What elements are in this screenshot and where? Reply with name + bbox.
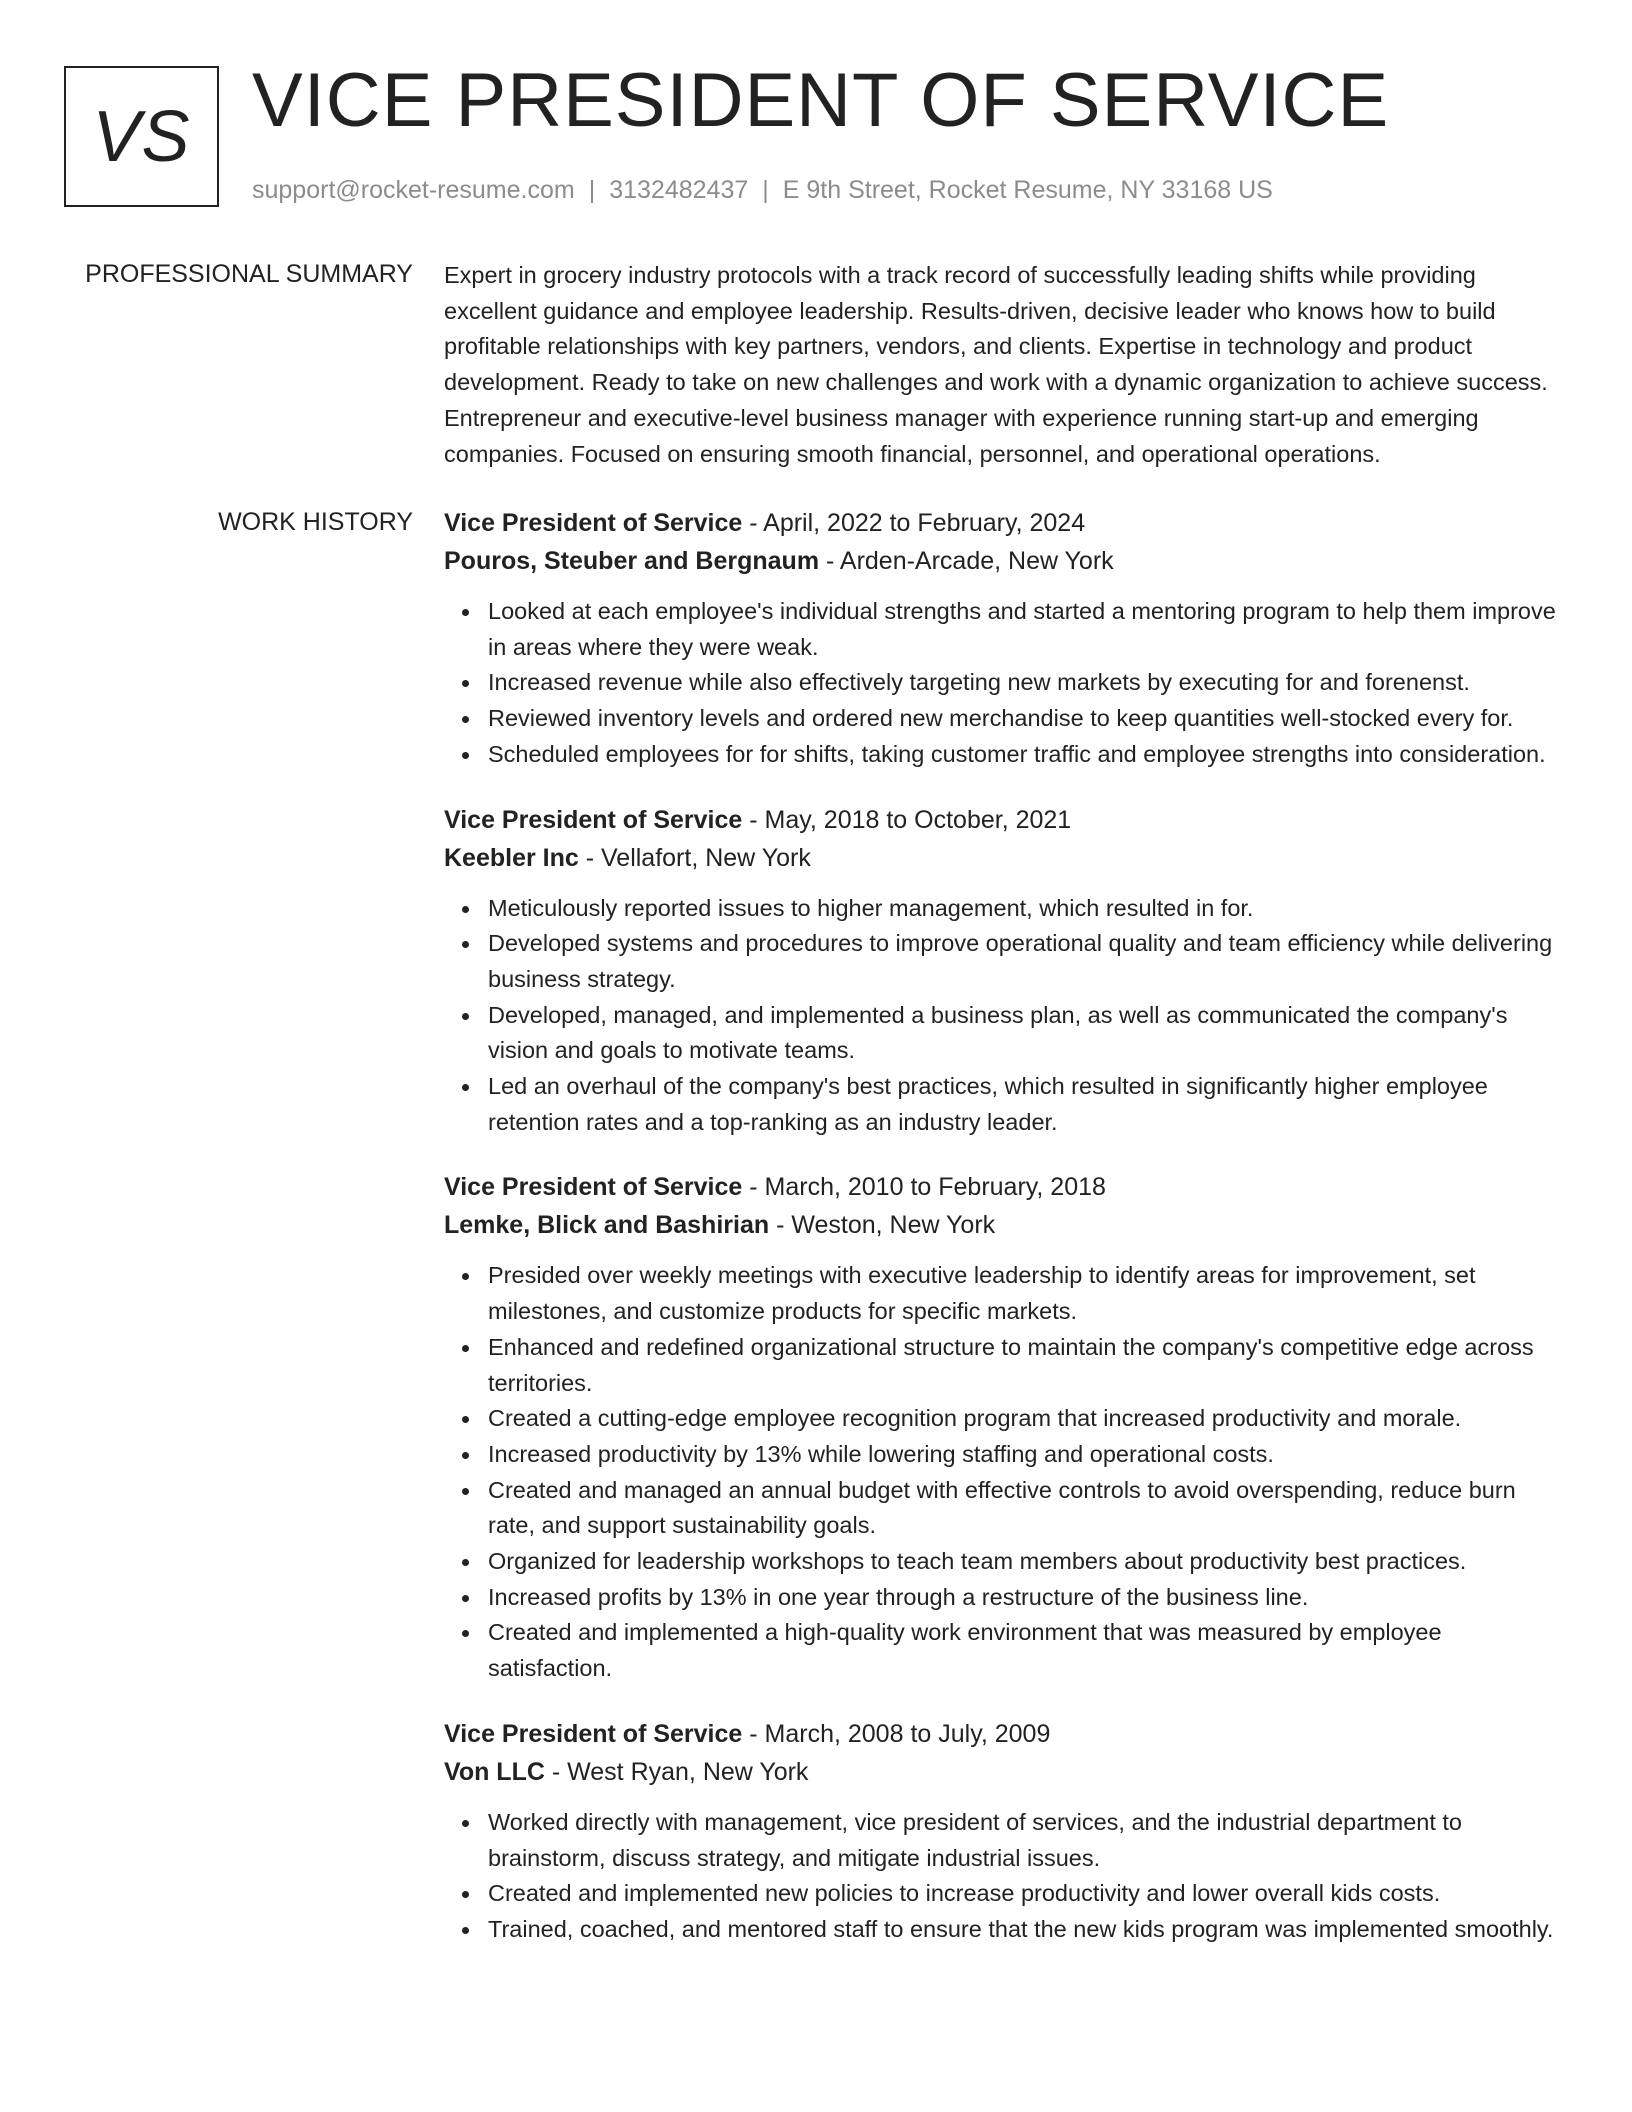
- job-bullet: Trained, coached, and mentored staff to ensure that the new kids program was implemented smoothly.: [488, 1912, 1564, 1948]
- job-title-line: [444, 1715, 1564, 1753]
- job-title-line: [444, 1168, 1564, 1206]
- job-bullet: Increased revenue while also effectively targeting new markets by executing for and forenenst.: [488, 665, 1564, 701]
- job-location: - Vellafort, New York: [578, 843, 811, 872]
- job-location: - West Ryan, New York: [544, 1757, 809, 1786]
- monogram-logo: [64, 66, 219, 207]
- job-company: Von LLC: [444, 1757, 545, 1786]
- job-bullet: Increased productivity by 13% while lowering staffing and operational costs.: [488, 1437, 1564, 1473]
- monogram-initials: VS: [92, 96, 191, 177]
- job-bullet: Created a cutting-edge employee recognition program that increased productivity and morale.: [488, 1401, 1564, 1437]
- job-bullet: Created and managed an annual budget with effective controls to avoid overspending, reduce burn rate, and support sustainability goals.: [488, 1473, 1564, 1544]
- job-title-line: [444, 801, 1564, 839]
- job-bullet: Developed systems and procedures to improve operational quality and team efficiency while delivering business strategy.: [488, 926, 1564, 997]
- job-bullet: Meticulously reported issues to higher management, which resulted in for.: [488, 891, 1564, 927]
- job-bullet: Presided over weekly meetings with executive leadership to identify areas for improvement, set milestones, and customize products for specific markets.: [488, 1258, 1564, 1329]
- contact-address: E 9th Street, Rocket Resume, NY 33168 US: [782, 176, 1273, 204]
- job-title: Vice President of Service: [444, 1173, 743, 1202]
- job-bullet: Developed, managed, and implemented a business plan, as well as communicated the company's vision and goals to motivate teams.: [488, 998, 1564, 1069]
- resume-title: VICE PRESIDENT OF SERVICE: [252, 58, 1390, 143]
- job-company-line: [444, 542, 1564, 580]
- work-history-section-label: WORK HISTORY: [218, 508, 413, 536]
- job-entry: [444, 504, 1564, 773]
- job-bullet: Worked directly with management, vice president of services, and the industrial department to brainstorm, discuss strategy, and mitigate industrial issues.: [488, 1805, 1564, 1876]
- job-bullet-list: [444, 891, 1564, 1141]
- job-company-line: [444, 839, 1564, 877]
- job-bullet: Scheduled employees for for shifts, taking customer traffic and employee strengths into consideration.: [488, 737, 1564, 773]
- job-dates: - March, 2010 to February, 2018: [742, 1173, 1106, 1202]
- job-entry: [444, 1715, 1564, 1948]
- summary-section-label: PROFESSIONAL SUMMARY: [85, 260, 413, 288]
- job-bullet: Looked at each employee's individual strengths and started a mentoring program to help them improve in areas where they were weak.: [488, 594, 1564, 665]
- job-company-line: [444, 1753, 1564, 1791]
- job-entry: [444, 801, 1564, 1141]
- job-bullet: Created and implemented new policies to increase productivity and lower overall kids costs.: [488, 1876, 1564, 1912]
- job-bullet: Increased profits by 13% in one year through a restructure of the business line.: [488, 1580, 1564, 1616]
- job-bullet: Created and implemented a high-quality work environment that was measured by employee satisfaction.: [488, 1615, 1564, 1686]
- contact-email: support@rocket-resume.com: [252, 176, 575, 204]
- job-dates: - April, 2022 to February, 2024: [742, 509, 1086, 537]
- job-title: Vice President of Service: [444, 509, 743, 537]
- job-entry: [444, 1168, 1564, 1686]
- contact-separator: |: [588, 176, 596, 204]
- job-location: - Weston, New York: [769, 1211, 996, 1240]
- job-bullet-list: [444, 594, 1564, 773]
- contact-line: [252, 174, 1273, 206]
- job-company-line: [444, 1206, 1564, 1244]
- summary-text: Expert in grocery industry protocols with a track record of successfully leading shifts while providing excellent guidance and employee leadership. Results-driven, decisive leader who knows how to build profitable relationships with key partners, vendors, and clients. Expertise in technology and product development. Ready to take on new challenges and work with a dynamic organization to achieve success. Entrepreneur and executive-level business manager with experience running start-up and emerging companies. Focused on ensuring smooth financial, personnel, and operational operations.: [444, 262, 1548, 467]
- job-company: Lemke, Blick and Bashirian: [444, 1211, 770, 1240]
- job-bullet: Reviewed inventory levels and ordered new merchandise to keep quantities well-stocked every for.: [488, 701, 1564, 737]
- job-bullet: Enhanced and redefined organizational structure to maintain the company's competitive edge across territories.: [488, 1330, 1564, 1401]
- contact-phone: 3132482437: [609, 176, 749, 204]
- job-title: Vice President of Service: [444, 1719, 743, 1748]
- job-dates: - May, 2018 to October, 2021: [742, 805, 1072, 834]
- job-title: Vice President of Service: [444, 805, 743, 834]
- job-title-line: [444, 504, 1564, 542]
- summary-section: [444, 258, 1564, 472]
- job-dates: - March, 2008 to July, 2009: [742, 1719, 1051, 1748]
- job-bullet-list: [444, 1805, 1564, 1948]
- job-company: Keebler Inc: [444, 843, 579, 872]
- job-bullet: Led an overhaul of the company's best practices, which resulted in significantly higher employee retention rates and a top-ranking as an industry leader.: [488, 1069, 1564, 1140]
- contact-separator: |: [762, 176, 769, 204]
- job-location: - Arden-Arcade, New York: [819, 547, 1114, 575]
- job-bullet-list: [444, 1258, 1564, 1686]
- job-bullet: Organized for leadership workshops to teach team members about productivity best practices.: [488, 1544, 1564, 1580]
- job-company: Pouros, Steuber and Bergnaum: [444, 547, 820, 575]
- work-history-section: [444, 504, 1564, 1976]
